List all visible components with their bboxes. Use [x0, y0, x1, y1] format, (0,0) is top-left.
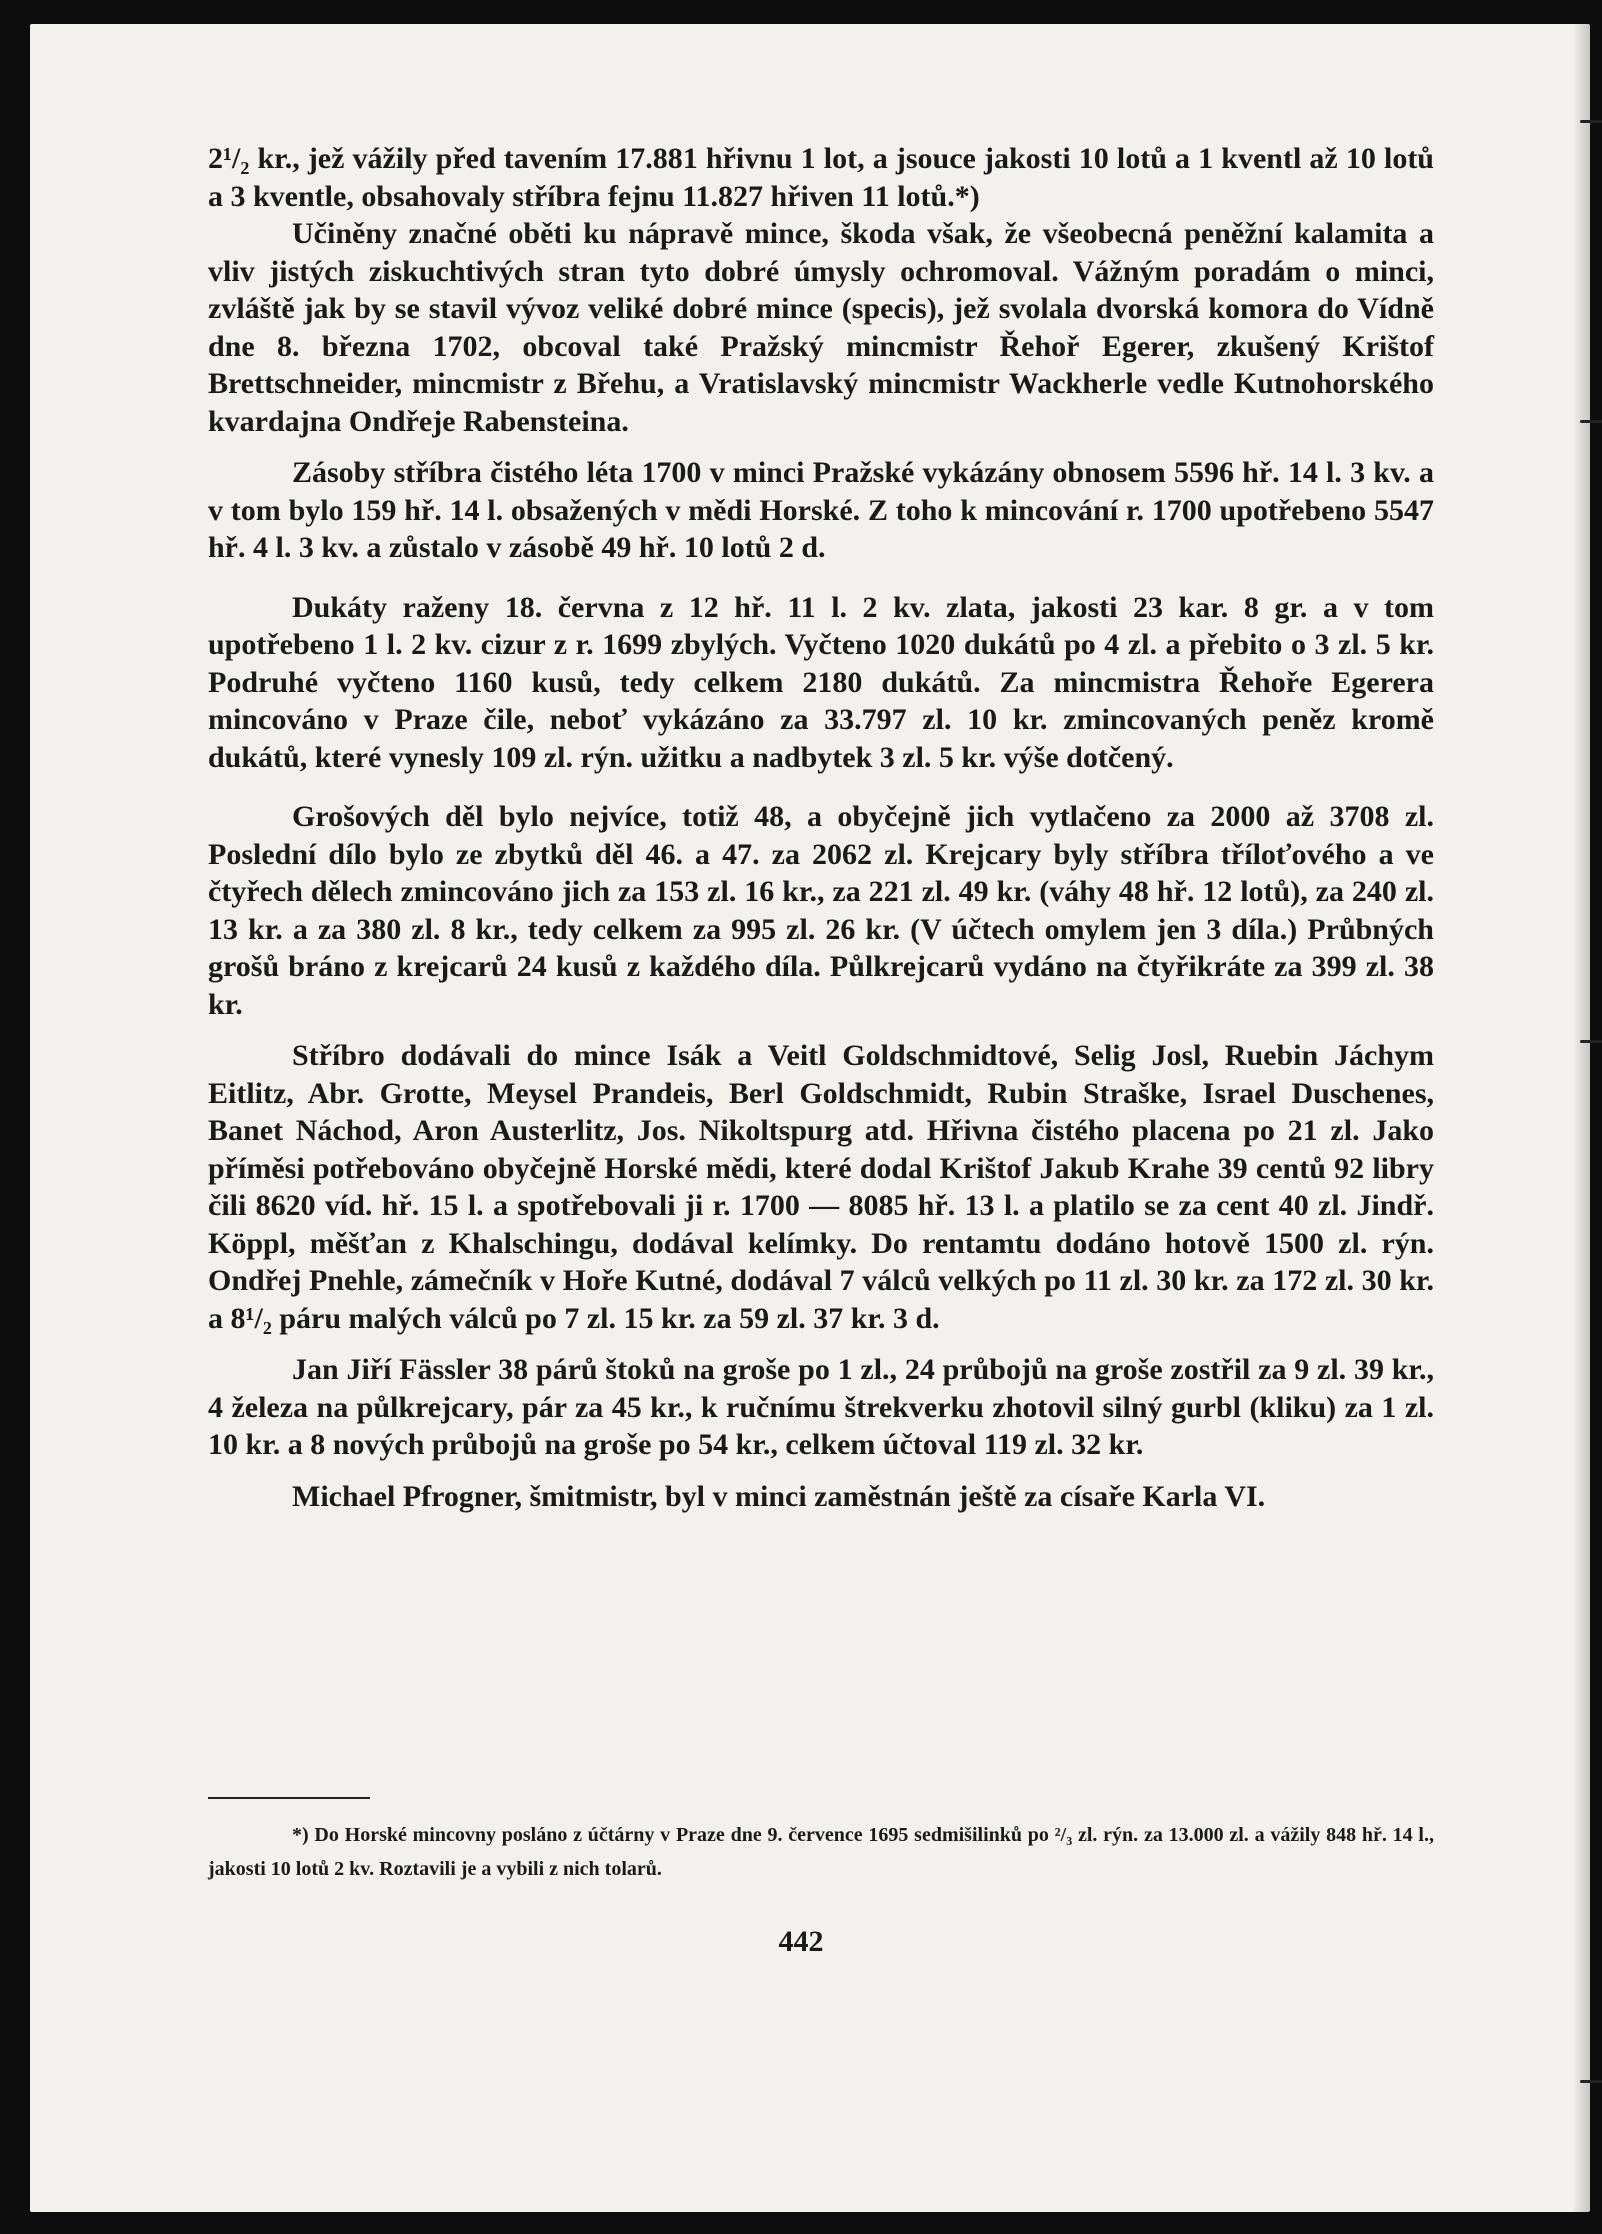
paragraph-8: Michael Pfrogner, šmitmistr, byl v minci zaměstnán ještě za císaře Karla VI. — [292, 1479, 1266, 1513]
page-edge-shadow — [1572, 24, 1590, 2212]
binding-mark — [1580, 2080, 1602, 2083]
paragraph-5: Grošových děl bylo nejvíce, totiž 48, a obyčejně jich vytlačeno za 2000 až 3708 zl. Poslední dílo bylo ze zbytků děl 46. a 47. za 2062 zl. Krejcary byly stříbra tříloťového a ve čtyřech dělech zmincováno jich za 153 zl. 16 kr., za 221 zl. 49 kr. (váhy 48 hř. 12 lotů), za 240 zl. 13 kr. a za 380 zl. 8 kr., tedy celkem za 995 zl. 26 kr. (V účtech omylem jen 3 díla.) Průbných grošů bráno z krejcarů 24 kusů z každého díla. Půlkrejcarů vydáno na čtyřikráte za 399 zl. 38 kr. — [208, 800, 1434, 1021]
page-number: 442 — [778, 1925, 824, 1958]
footnote-rule — [208, 1797, 370, 1799]
paragraph-7: Jan Jiří Fässler 38 párů štoků na groše po 1 zl., 24 průbojů na groše zostřil za 9 zl. 39 kr., 4 železa na půlkrejcary, pár za 45 kr., k ručnímu štrekverku zhotovil silný gurbl (kliku) za 1 zl. 10 kr. a 8 nových průbojů na groše po 54 kr., celkem účtoval 119 zl. 32 kr. — [208, 1353, 1434, 1461]
footnote: *) Do Horské mincovny posláno z účtárny v Praze dne 9. července 1695 sedmišilinků po ²/₃ zl. rýn. za 13.000 zl. a vážily 848 hř. 14 l., jakosti 10 lotů 2 kv. Roztavili je a vybili z nich tolarů. — [208, 1824, 1434, 1880]
main-text — [208, 140, 1434, 1515]
binding-mark — [1580, 1040, 1602, 1043]
binding-mark — [1580, 420, 1602, 423]
binding-mark — [1580, 120, 1602, 123]
paragraph-1: 2¹/₂ kr., jež vážily před tavením 17.881 hřivnu 1 lot, a jsouce jakosti 10 lotů a 1 kventl až 10 lotů a 3 kventle, obsahovaly stříbra fejnu 11.827 hřiven 11 lotů.*) — [208, 142, 1434, 213]
paragraph-3: Zásoby stříbra čistého léta 1700 v minci Pražské vykázány obnosem 5596 hř. 14 l. 3 kv. a v tom bylo 159 hř. 14 l. obsažených v mědi Horské. Z toho k mincování r. 1700 upotřebeno 5547 hř. 4 l. 3 kv. a zůstalo v zásobě 49 hř. 10 lotů 2 d. — [208, 456, 1434, 564]
paragraph-6: Stříbro dodávali do mince Isák a Veitl Goldschmidtové, Selig Josl, Ruebin Jáchym Eitlitz, Abr. Grotte, Meysel Prandeis, Berl Goldschmidt, Rubin Straške, Israel Duschenes, Banet Náchod, Aron Austerlitz, Jos. Nikoltspurg atd. Hřivna čistého placena po 21 zl. Jako příměsi potřebováno obyčejně Horské mědi, které dodal Krištof Jakub Krahe 39 centů 92 libry čili 8620 víd. hř. 15 l. a spotřebovali ji r. 1700 — 8085 hř. 13 l. a platilo se za cent 40 zl. Jindř. Köppl, měšťan z Khalschingu, dodával kelímky. Do rentamtu dodáno hotově 1500 zl. rýn. Ondřej Pnehle, zámečník v Hoře Kutné, dodával 7 válců velkých po 11 zl. 30 kr. za 172 zl. 30 kr. a 8¹/₂ páru malých válců po 7 zl. 15 kr. za 59 zl. 37 kr. 3 d. — [208, 1039, 1434, 1335]
paragraph-4: Dukáty raženy 18. června z 12 hř. 11 l. 2 kv. zlata, jakosti 23 kar. 8 gr. a v tom upotřebeno 1 l. 2 kv. cizur z r. 1699 zbylých. Vyčteno 1020 dukátů po 4 zl. a přebito o 3 zl. 5 kr. Podruhé vyčteno 1160 kusů, tedy celkem 2180 dukátů. Za mincmistra Řehoře Egerera mincováno v Praze čile, neboť vykázáno za 33.797 zl. 10 kr. zmincovaných peněz kromě dukátů, které vynesly 109 zl. rýn. užitku a nadbytek 3 zl. 5 kr. výše dotčený. — [208, 590, 1434, 774]
paragraph-2: Učiněny značné oběti ku nápravě mince, škoda však, že všeobecná peněžní kalamita a vliv jistých ziskuchtivých stran tyto dobré úmysly ochromoval. Vážným poradám o minci, zvláště jak by se stavil vývoz veliké dobré mince (specis), jež svolala dvorská komora do Vídně dne 8. března 1702, obcoval také Pražský mincmistr Řehoř Egerer, zkušený Krištof Brettschneider, mincmistr z Břehu, a Vratislavský mincmistr Wackherle vedle Kutnohorského kvardajna Ondřeje Rabensteina. — [208, 217, 1434, 438]
